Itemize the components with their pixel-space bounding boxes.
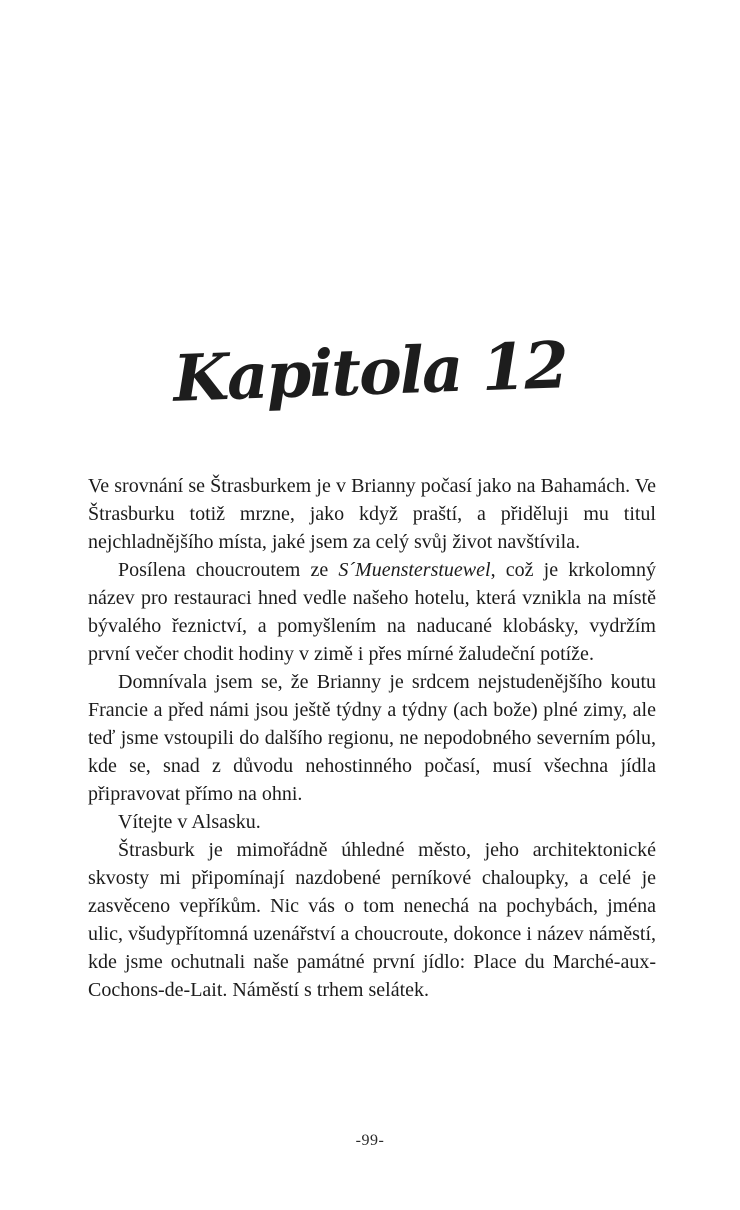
paragraph-1: Ve srovnání se Štrasburkem je v Brianny počasí jako na Bahamách. Ve Štrasburku totiž mrzne, jako když praští, a přiděluji mu titul nejchladnějšího místa, jaké jsem za celý svůj život navštívila. [88, 475, 656, 553]
paragraph-3: Domnívala jsem se, že Brianny je srdcem nejstudenějšího koutu Francie a před námi jsou ještě týdny a týdny (ach bože) plné zimy, ale teď jsme vstoupili do dalšího regionu, ne nepodobného severním pólu, kde se, snad z důvodu nehostinného počasí, musí všechna jídla připravovat přímo na ohni. [88, 671, 656, 805]
paragraph-2-text-post: , což je krkolomný název pro restauraci hned vedle našeho hotelu, která vznikla na místě bývalého řeznictví, a pomyšlením na naducané klobásky, vydržím první večer chodit hodiny v zimě i přes mírné žaludeční potíže. [88, 559, 656, 665]
paragraph-4: Vítejte v Alsasku. [118, 811, 261, 833]
paragraph-5: Štrasburk je mimořádně úhledné město, jeho architektonické skvosty mi připomínají nazdobené perníkové chaloupky, a celé je zasvěceno vepříkům. Nic vás o tom nenechá na pochybách, jména ulic, všudypřítomná uzenářství a choucroute, dokonce i název náměstí, kde jsme ochutnali naše památné první jídlo: Place du Marché-aux-Cochons-de-Lait. Náměstí s trhem selátek. [88, 839, 656, 1001]
restaurant-name-italic: S´Muensterstuewel [338, 559, 491, 581]
page-number: -99- [355, 1132, 385, 1149]
paragraph-2-text-pre: Posílena choucroutem ze [118, 559, 339, 581]
body-text [88, 472, 656, 1004]
chapter-heading: Kapitola 12 [172, 328, 568, 417]
paragraph-2 [88, 556, 656, 668]
